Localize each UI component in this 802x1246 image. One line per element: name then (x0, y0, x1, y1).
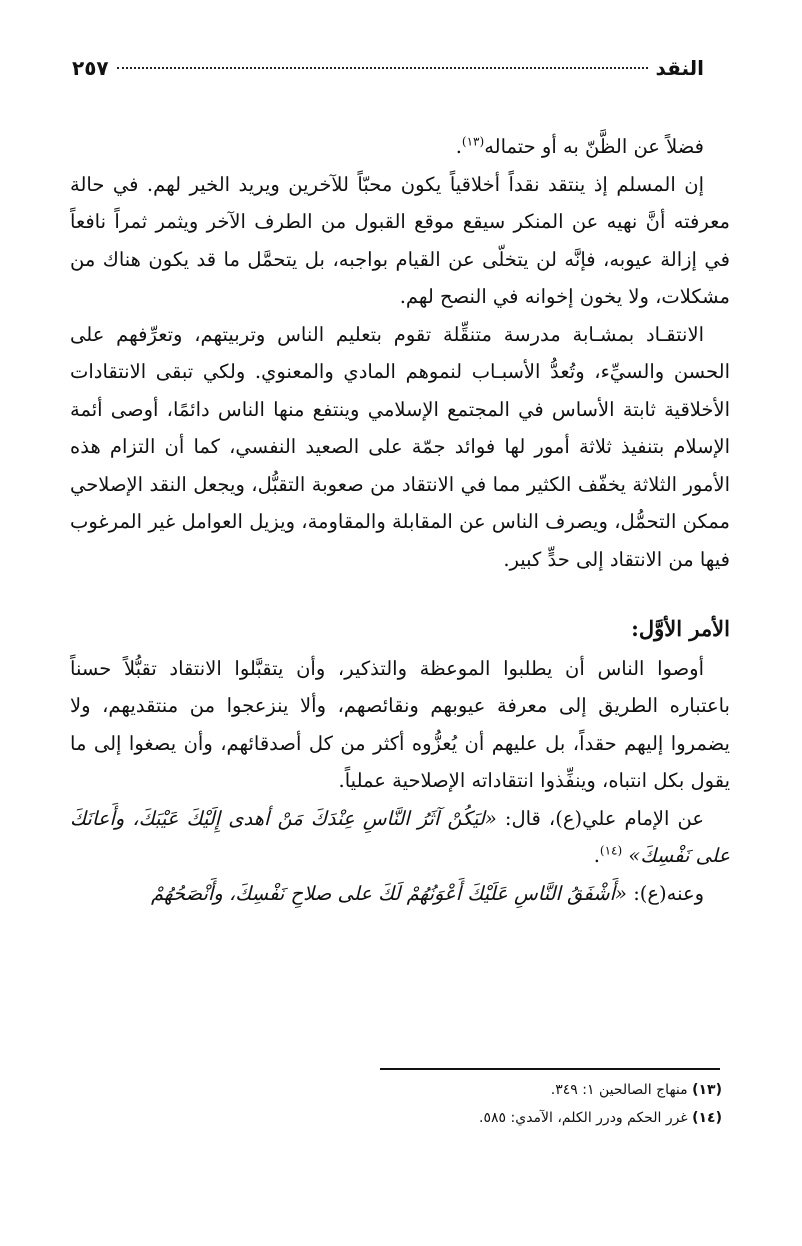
footnote-text: غرر الحكم ودرر الكلم، الآمدي: ٥٨٥. (479, 1110, 688, 1126)
footnote-text: منهاج الصالحين ١: ٣٤٩. (550, 1082, 688, 1098)
hadith-quote: «أَشْفَقُ النَّاسِ عَلَيْكَ أَعْوَنُهُمْ لَكَ على صلاحِ نَفْسِكَ، وأَنْصَحُهُمْ (151, 881, 627, 905)
footnote-divider (380, 1068, 720, 1070)
footnote-number: (١٣) (692, 1082, 722, 1098)
footnote-item (80, 1104, 722, 1132)
hadith-quote: «ليَكُنْ آثَرُ النَّاسِ عِنْدَكَ مَنْ أهدى إِلَيْكَ عَيْبَكَ، وأَعانَكَ على نَفْسِكَ» (70, 806, 730, 867)
opening-line: فضلاً عن الظَّنّ به أو حتماله$^{(١٣)}$. (455, 134, 704, 158)
footnote-item (80, 1076, 722, 1104)
section-title: النقد (655, 56, 704, 80)
hadith-intro: وعنه(ع): (633, 881, 704, 905)
hadith-paragraph: عن الإمام علي(ع)، قال: «ليَكُنْ آثَرُ النَّاسِ عِنْدَكَ مَنْ أهدى إِلَيْكَ عَيْبَكَ، وأَعانَكَ على نَفْسِكَ» $^{(١٤)}$. (70, 806, 730, 867)
paragraph: إن المسلم إذ ينتقد نقداً أخلاقياً يكون محبّاً للآخرين ويريد الخير لهم. في حالة معرفته أنَّ نهيه عن المنكر سيقع موقع القبول من الطرف الآخر ويثمر ثمراً نافعاً في إزالة عيوبه، فإنَّه لن يتخلّى عن القيام بواجبه، بل يتحمَّل ما قد يكون هناك من مشكلات، ولا يخون إخوانه في النصح لهم. (70, 172, 730, 308)
hadith-paragraph (70, 875, 730, 913)
page-header (72, 56, 704, 92)
dotted-leader (117, 67, 648, 69)
body-text (70, 128, 730, 912)
paragraph: الانتقـاد بمشـابة مدرسة متنقِّلة تقوم بتعليم الناس وتربيتهم، وتعرِّفهم على الحسن والسيِّء، وتُعدُّ الأسبـاب لنموهم المادي والمعنوي. ولكي تبقى الانتقادات الأخلاقية ثابتة الأساس في المجتمع الإسلامي وينتفع منها الناس دائمًا، أوصى أئمة الإسلام بتنفيذ ثلاثة أمور لها فوائد جمّة على الصعيد النفسي، كما أن التزام هذه الأمور الثلاثة يخفّف الكثير مما في الانتقاد من صعوبة التقبُّل، ويجعل النقد الإصلاحي ممكن التحمُّل، ويصرف الناس عن المقابلة والمقاومة، ويزيل العوامل غير المرغوب فيها من الانتقاد إلى حدٍّ كبير. (70, 322, 730, 571)
paragraph: أوصوا الناس أن يطلبوا الموعظة والتذكير، وأن يتقبَّلوا الانتقاد تقبُّلاً حسناً باعتباره الطريق إلى معرفة عيوبهم ونقائصهم، وألا ينزعجوا من منتقديهم، ولا يضمروا إليهم حقداً، بل عليهم أن يُعزُّوه أكثر من كل أصدقائهم، وأن يصغوا إلى ما يقول بكل انتباه، وينفِّذوا انتقاداته الإصلاحية عملياً. (70, 656, 730, 792)
page-number: ٢٥٧ (72, 56, 109, 80)
footnote-ref-13: (١٣) (461, 134, 485, 149)
opening-line-text: فضلاً عن الظَّنّ به أو حتماله (484, 135, 704, 158)
hadith-intro: عن الإمام علي(ع)، قال: (504, 806, 705, 830)
footnotes (80, 1076, 722, 1132)
footnote-ref-14: (١٤) (599, 843, 623, 858)
footnote-number: (١٤) (692, 1110, 722, 1126)
section-heading: الأمر الأوَّل: (631, 616, 730, 641)
